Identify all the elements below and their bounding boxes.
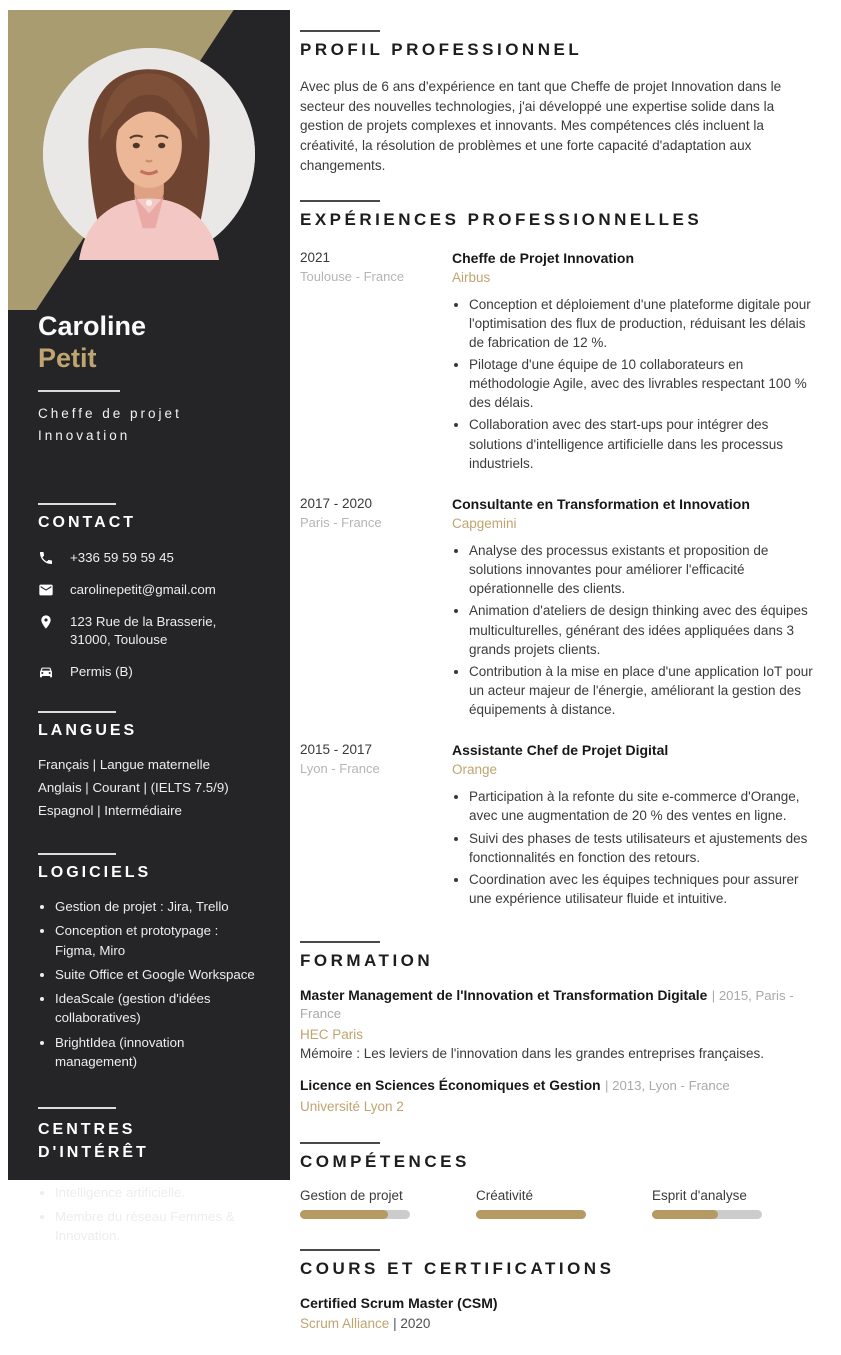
divider	[300, 30, 380, 32]
software-item: • Gestion de projet : Jira, Trello	[55, 897, 260, 916]
skill-bar-fill	[476, 1210, 586, 1219]
car-icon	[38, 664, 55, 680]
skill-item	[300, 1188, 410, 1219]
skill-label: Esprit d'analyse	[652, 1188, 747, 1204]
bullet-item: • Analyse des processus existants et proposition de solutions innovantes pour améliorer l'efficacité opérationnelle des clients.	[469, 541, 813, 598]
skills-section	[300, 1142, 813, 1219]
envelope-icon	[38, 582, 55, 598]
certifications-section	[300, 1249, 813, 1331]
interest-item: • Membre du réseau Femmes & Innovation.	[55, 1207, 260, 1246]
experience-date: 2017 - 2020	[300, 495, 373, 511]
phone-icon	[38, 550, 55, 566]
experience-job-title: Consultante en Transformation et Innovation	[452, 495, 750, 512]
contact-license	[38, 663, 260, 682]
experience-title: EXPÉRIENCES PROFESSIONNELLES	[300, 209, 703, 229]
skill-bar-fill	[652, 1210, 718, 1219]
experience-details	[452, 496, 813, 722]
skill-item	[652, 1188, 762, 1219]
divider	[38, 853, 116, 855]
skill-bar-track	[300, 1210, 410, 1219]
experience-entry	[300, 250, 813, 476]
skill-bar-track	[652, 1210, 762, 1219]
software-item: • Suite Office et Google Workspace	[55, 965, 260, 984]
education-entry	[300, 987, 813, 1061]
certification-details	[300, 1316, 813, 1331]
sidebar-content	[8, 310, 290, 1245]
interests-title: CENTRES D'INTÉRÊT	[38, 1121, 149, 1162]
experience-date: 2015 - 2017	[300, 742, 373, 758]
experience-job-title: Assistante Chef de Projet Digital	[452, 742, 669, 759]
experience-bullets	[469, 295, 813, 473]
profile-title: PROFIL PROFESSIONNEL	[300, 40, 583, 59]
education-meta: | 2013, Lyon - France	[605, 1078, 730, 1094]
divider	[300, 200, 380, 202]
education-school: Université Lyon 2	[300, 1099, 404, 1115]
interests-list	[55, 1183, 260, 1246]
experience-section	[300, 200, 813, 912]
skills-title: COMPÉTENCES	[300, 1152, 470, 1172]
software-section	[38, 853, 260, 1071]
education-title: FORMATION	[300, 951, 434, 971]
certification-year: 2020	[400, 1316, 431, 1332]
divider	[38, 390, 120, 392]
contact-title: CONTACT	[38, 514, 137, 532]
portrait-illustration	[43, 48, 255, 260]
language-item: Anglais | Courant | (IELTS 7.5/9)	[38, 779, 229, 795]
certifications-title: COURS ET CERTIFICATIONS	[300, 1259, 615, 1279]
software-item: • Conception et prototypage : Figma, Miro	[55, 921, 260, 960]
experience-meta	[300, 742, 452, 911]
bullet-item: • Participation à la refonte du site e-commerce d'Orange, avec une augmentation de 20 % des ventes en ligne.	[469, 787, 813, 825]
profile-section	[300, 30, 813, 176]
first-name: Caroline	[38, 311, 147, 341]
photo-header	[8, 10, 290, 310]
experience-meta	[300, 496, 452, 722]
person-name	[38, 310, 260, 375]
skill-bar-track	[476, 1210, 586, 1219]
experience-location: Toulouse - France	[300, 268, 405, 284]
bullet-item: • Contribution à la mise en place d'une application IoT pour un acteur majeur de l'énergie, améliorant la gestion des équipements à distance.	[469, 662, 813, 719]
software-item: • BrightIdea (innovation management)	[55, 1033, 260, 1072]
bullet-item: • Conception et déploiement d'une plateforme digitale pour l'optimisation des flux de production, réduisant les délais de fabrication de 12 %.	[469, 295, 813, 352]
main-column	[300, 30, 813, 1355]
interests-section	[38, 1107, 260, 1245]
education-line	[300, 1077, 813, 1095]
sidebar	[8, 10, 290, 1244]
experience-entry	[300, 742, 813, 911]
experience-bullets	[469, 787, 813, 908]
last-name: Petit	[38, 343, 97, 374]
language-item: Espagnol | Intermédiaire	[38, 802, 182, 818]
experience-entry	[300, 496, 813, 722]
software-list	[55, 897, 260, 1071]
experience-location: Paris - France	[300, 514, 382, 530]
software-item: • IdeaScale (gestion d'idées collaboratives)	[55, 989, 260, 1028]
education-line	[300, 987, 813, 1023]
skills-row	[300, 1188, 813, 1219]
divider	[38, 711, 116, 713]
languages-section	[38, 711, 260, 822]
divider	[38, 1107, 116, 1109]
education-entry	[300, 1077, 813, 1114]
divider	[38, 503, 116, 505]
bullet-item: • Collaboration avec des start-ups pour intégrer des solutions d'intelligence artificielle dans les processus industriels.	[469, 415, 813, 472]
experience-details	[452, 742, 813, 911]
bullet-item: • Coordination avec les équipes techniques pour assurer une expérience utilisateur fluide et intuitive.	[469, 870, 813, 908]
education-school: HEC Paris	[300, 1027, 364, 1043]
languages-list	[38, 754, 260, 822]
education-note: Mémoire : Les leviers de l'innovation dans les grandes entreprises françaises.	[300, 1046, 765, 1062]
contact-email	[38, 581, 260, 600]
certification-name: Certified Scrum Master (CSM)	[300, 1295, 498, 1312]
divider	[300, 941, 380, 943]
skill-label: Gestion de projet	[300, 1188, 403, 1204]
experience-bullets	[469, 541, 813, 719]
experience-date: 2021	[300, 249, 331, 265]
divider	[300, 1142, 380, 1144]
education-section	[300, 941, 813, 1114]
certification-separator: |	[393, 1316, 397, 1332]
job-role: Cheffe de projet Innovation	[38, 405, 182, 444]
education-degree: Licence en Sciences Économiques et Gestion	[300, 1078, 601, 1094]
contact-phone	[38, 549, 260, 568]
interest-item: • Intelligence artificielle.	[55, 1183, 260, 1202]
experience-meta	[300, 250, 452, 476]
location-pin-icon	[38, 614, 55, 630]
address-text: 123 Rue de la Brasserie, 31000, Toulouse	[70, 613, 217, 648]
skill-bar-fill	[300, 1210, 388, 1219]
experience-location: Lyon - France	[300, 761, 380, 777]
profile-text: Avec plus de 6 ans d'expérience en tant que Cheffe de projet Innovation dans le secteur des nouvelles technologies, j'ai développé une expertise solide dans la gestion de projets complexes et innovants. Mes compétences clés incluent la créativité, la résolution de problèmes et une forte capacité d'adaptation aux changements.	[300, 79, 782, 173]
experience-job-title: Cheffe de Projet Innovation	[452, 249, 635, 266]
experience-company: Airbus	[452, 269, 491, 285]
bullet-item: • Animation d'ateliers de design thinking avec des équipes multiculturelles, générant des idées appliquées dans 3 grands projets clients.	[469, 601, 813, 658]
skill-label: Créativité	[476, 1188, 534, 1204]
divider	[300, 1249, 380, 1251]
education-degree: Master Management de l'Innovation et Transformation Digitale	[300, 988, 708, 1004]
software-title: LOGICIELS	[38, 864, 152, 882]
email-address: carolinepetit@gmail.com	[70, 581, 216, 597]
languages-title: LANGUES	[38, 722, 138, 740]
license-text: Permis (B)	[70, 663, 133, 679]
language-item: Français | Langue maternelle	[38, 757, 210, 773]
skill-item	[476, 1188, 586, 1219]
certification-issuer: Scrum Alliance	[300, 1316, 390, 1332]
certification-entry	[300, 1295, 813, 1331]
experience-company: Orange	[452, 762, 498, 778]
contact-section	[38, 503, 260, 681]
bullet-item: • Pilotage d'une équipe de 10 collaborateurs en méthodologie Agile, avec des livrables respectant 100 % des délais.	[469, 355, 813, 412]
contact-list	[38, 549, 260, 681]
contact-address	[38, 613, 260, 650]
phone-number: +336 59 59 59 45	[70, 550, 174, 566]
experience-company: Capgemini	[452, 515, 517, 531]
profile-photo	[43, 48, 255, 260]
experience-details	[452, 250, 813, 476]
bullet-item: • Suivi des phases de tests utilisateurs et ajustements des fonctionnalités en fonction des retours.	[469, 829, 813, 867]
education-meta: | 2015, Paris - France	[300, 988, 794, 1022]
